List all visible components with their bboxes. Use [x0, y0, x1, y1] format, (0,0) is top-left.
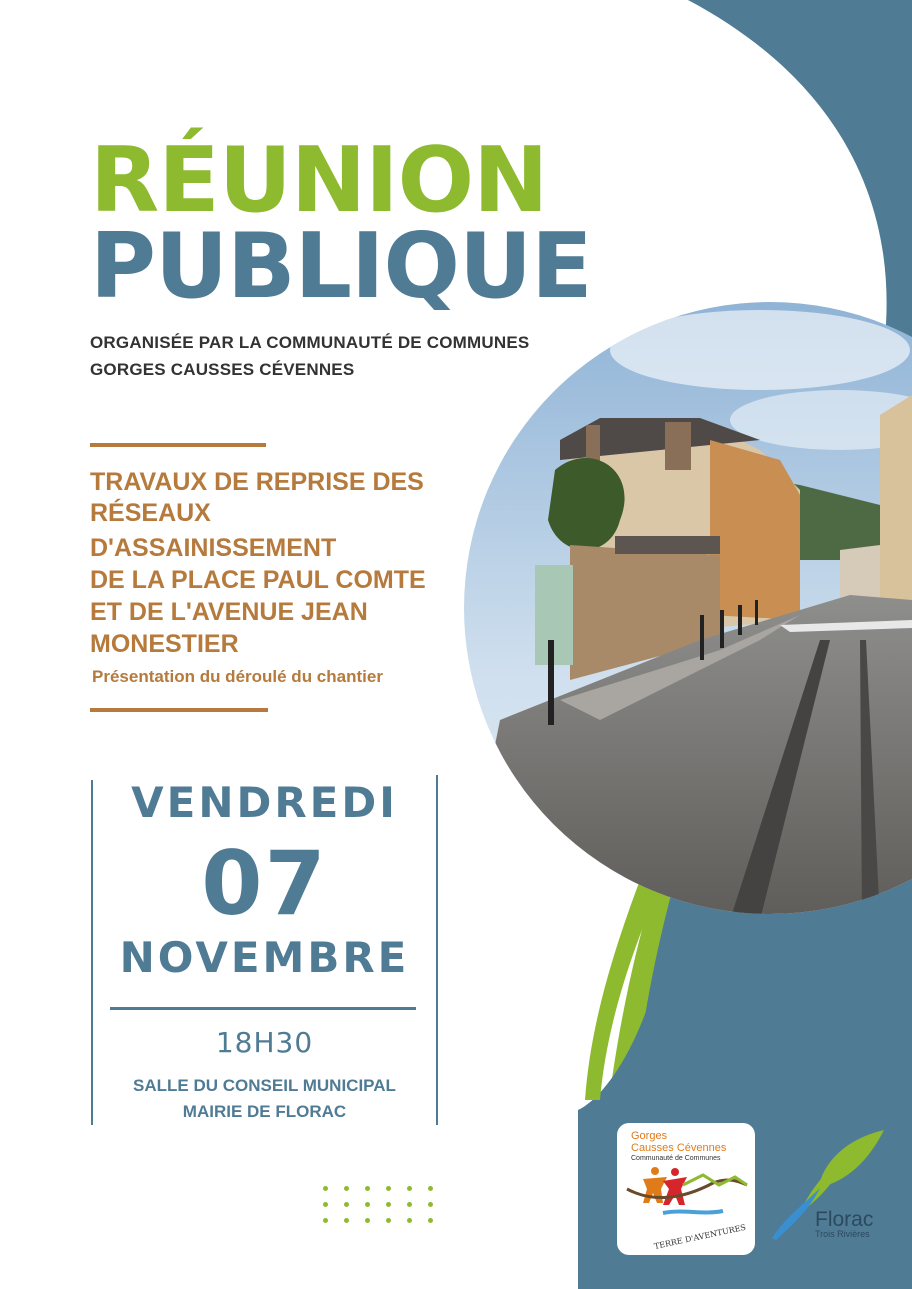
date-divider [110, 1007, 416, 1010]
date-month: NOVEMBRE [119, 933, 410, 982]
florac-name: Florac [815, 1208, 874, 1231]
brown-divider-bottom [90, 708, 268, 712]
ccgcc-logo-line-3: Communauté de Communes [631, 1155, 721, 1162]
works-subtitle: Présentation du déroulé du chantier [92, 667, 383, 686]
ccgcc-people-icon [623, 1163, 749, 1251]
decorative-dots [318, 1181, 438, 1231]
street-photo [460, 300, 912, 920]
works-line-1: TRAVAUX DE REPRISE DES [90, 468, 424, 496]
brown-divider-top [90, 443, 266, 447]
event-time: 18H30 [215, 1026, 314, 1059]
works-line-4: DE LA PLACE PAUL COMTE [90, 566, 426, 594]
organizer-line-1: ORGANISÉE PAR LA COMMUNAUTÉ DE COMMUNES [90, 333, 530, 352]
works-line-2: RÉSEAUX [90, 499, 211, 527]
date-number: 07 [201, 832, 328, 935]
place-line-1: SALLE DU CONSEIL MUNICIPAL [133, 1076, 396, 1095]
place-line-2: MAIRIE DE FLORAC [182, 1102, 347, 1121]
svg-text:TERRE D'AVENTURES: TERRE D'AVENTURES [653, 1222, 747, 1251]
title-reunion: RÉUNION [90, 128, 548, 233]
works-line-3: D'ASSAINISSEMENT [90, 534, 337, 562]
organizer-line-2: GORGES CAUSSES CÉVENNES [90, 360, 355, 379]
works-line-5: ET DE L'AVENUE JEAN [90, 598, 368, 626]
ccgcc-logo [617, 1123, 755, 1255]
florac-subtitle: Trois Rivières [815, 1229, 870, 1239]
date-day: VENDREDI [131, 778, 398, 827]
ccgcc-logo-line-1: Gorges [631, 1130, 668, 1142]
ccgcc-logo-line-2: Causses Cévennes [631, 1142, 727, 1154]
works-line-6: MONESTIER [90, 630, 239, 658]
date-frame-right [436, 775, 438, 1125]
title-publique: PUBLIQUE [90, 214, 592, 319]
